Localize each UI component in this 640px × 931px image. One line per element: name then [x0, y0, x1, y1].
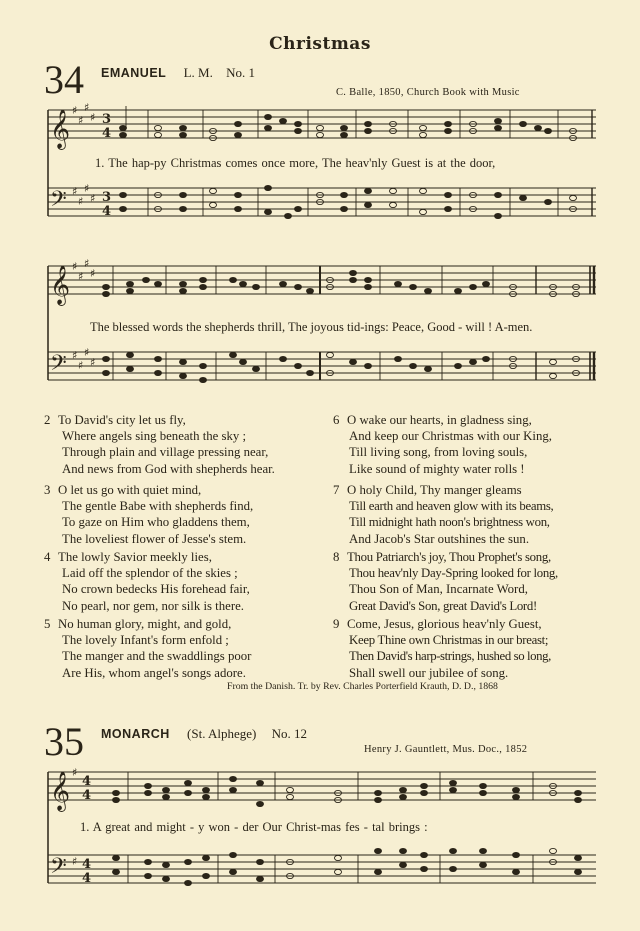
stanza-line: Till midnight hath noon's brightness won,	[349, 515, 550, 530]
stanza-line: Thou heav'nly Day-Spring looked for long,	[349, 566, 558, 581]
translation-attribution: From the Danish. Tr. by Rev. Charles Porterfield Krauth, D. D., 1868	[227, 681, 498, 692]
svg-text:4: 4	[102, 204, 112, 219]
svg-text:♯: ♯	[84, 257, 90, 270]
stanza-number: 8	[333, 550, 340, 564]
svg-text:4: 4	[82, 774, 92, 789]
stanza-line: Till earth and heaven glow with its beams,	[349, 499, 554, 514]
svg-text:𝄢: 𝄢	[50, 854, 67, 884]
svg-text:♯: ♯	[72, 104, 78, 117]
tune-name: EMANUEL	[101, 66, 167, 80]
stanza-number: 7	[333, 483, 340, 497]
composer-credit: Henry J. Gauntlett, Mus. Doc., 1852	[364, 744, 528, 755]
page-section-title: Christmas	[269, 34, 371, 54]
svg-text:♯: ♯	[90, 192, 96, 205]
tune-name: MONARCH	[101, 727, 170, 741]
stanza-line: Till living song, from loving souls,	[349, 445, 528, 460]
stanza-line: Keep Thine own Christmas in our breast;	[349, 633, 549, 648]
stanza-number: 5	[44, 617, 51, 631]
stanza-line: Through plain and village pressing near,	[62, 445, 269, 460]
tune-heading	[101, 65, 255, 81]
alternate-tune-name: (St. Alphege)	[187, 726, 257, 741]
svg-text:𝄞: 𝄞	[50, 265, 71, 305]
svg-text:𝄢: 𝄢	[50, 187, 67, 217]
svg-text:3: 3	[102, 190, 112, 205]
svg-text:♯: ♯	[90, 267, 96, 280]
stanza-line: Then David's harp-strings, hushed so long,	[349, 649, 551, 664]
stanza-number: 9	[333, 617, 340, 631]
stanza-line: O let us go with quiet mind,	[58, 483, 202, 497]
stanza-line: Great David's Son, great David's Lord!	[349, 598, 537, 613]
lyric-line-3: 1. A great and might - y won - der Our Christ-mas fes - tal brings :	[80, 820, 428, 834]
svg-text:♯: ♯	[72, 260, 78, 273]
stanza-line: Shall swell our jubilee of song.	[349, 665, 509, 680]
stanza-number: 3	[44, 483, 51, 497]
meter: L. M.	[183, 65, 213, 80]
svg-text:♯: ♯	[72, 855, 78, 868]
stanza-line: Thou Son of Man, Incarnate Word,	[349, 582, 528, 597]
svg-text:4: 4	[82, 871, 92, 886]
stanza-line: The lovely Infant's form enfold ;	[62, 633, 229, 648]
stanza-line: Like sound of mighty water rolls !	[349, 461, 525, 476]
svg-text:♯: ♯	[78, 195, 84, 208]
stanza-line: O wake our hearts, in gladness sing,	[347, 413, 532, 427]
hymn-number: 34	[44, 57, 84, 102]
svg-text:♯: ♯	[72, 349, 78, 362]
stanza-line: To gaze on Him who gladdens them,	[62, 515, 250, 530]
stanza-line: To David's city let us fly,	[58, 413, 186, 427]
svg-text:𝄢: 𝄢	[50, 351, 67, 381]
stanza-line: No crown bedecks His forehead fair,	[62, 582, 250, 597]
svg-text:𝄞: 𝄞	[50, 771, 71, 811]
stanza-line: The manger and the swaddlings poor	[62, 649, 252, 664]
stanza-line: And news from God with shepherds hear.	[62, 461, 275, 476]
svg-text:♯: ♯	[78, 270, 84, 283]
svg-text:♯: ♯	[90, 356, 96, 369]
svg-text:♯: ♯	[84, 182, 90, 195]
hymn-number: 35	[44, 719, 84, 764]
stanza-number: 6	[333, 413, 340, 427]
svg-text:♯: ♯	[84, 101, 90, 114]
tune-heading	[101, 726, 307, 742]
stanza-line: No human glory, might, and gold,	[58, 617, 232, 631]
svg-text:♯: ♯	[72, 766, 78, 779]
lyric-line-1: 1. The hap-py Christmas comes once more, The heav'nly Guest is at the door,	[95, 156, 496, 170]
tune-number: No. 12	[271, 726, 307, 741]
lyric-line-2: The blessed words the shepherds thrill, The joyous tid-ings: Peace, Good - will ! A-men.	[90, 320, 533, 334]
tune-number: No. 1	[226, 65, 255, 80]
svg-text:4: 4	[82, 857, 92, 872]
svg-text:4: 4	[102, 126, 112, 141]
stanza-line: And keep our Christmas with our King,	[349, 429, 552, 444]
stanza-line: The gentle Babe with shepherds find,	[62, 499, 254, 514]
svg-text:♯: ♯	[90, 111, 96, 124]
svg-text:4: 4	[82, 788, 92, 803]
stanza-number: 2	[44, 413, 51, 427]
composer-credit: C. Balle, 1850, Church Book with Music	[336, 87, 520, 98]
svg-text:3: 3	[102, 112, 112, 127]
stanza-line: Come, Jesus, glorious heav'nly Guest,	[347, 617, 542, 631]
music-system-1	[48, 100, 598, 245]
stanza-line: No pearl, nor gem, nor silk is there.	[62, 598, 244, 613]
svg-text:♯: ♯	[72, 185, 78, 198]
svg-text:𝄞: 𝄞	[50, 109, 71, 149]
stanza-line: Laid off the splendor of the skies ;	[62, 566, 238, 581]
svg-text:♯: ♯	[84, 346, 90, 359]
stanza-line: Where angels sing beneath the sky ;	[62, 429, 247, 444]
stanza-line: Thou Patriarch's joy, Thou Prophet's song,	[347, 550, 551, 564]
stanza-line: O holy Child, Thy manger gleams	[347, 483, 522, 497]
stanza-line: The loveliest flower of Jesse's stem.	[62, 531, 247, 546]
svg-text:♯: ♯	[78, 359, 84, 372]
svg-text:♯: ♯	[78, 114, 84, 127]
stanza-line: The lowly Savior meekly lies,	[58, 550, 212, 564]
stanza-line: And Jacob's Star outshines the sun.	[349, 531, 530, 546]
stanza-line: Are His, whom angel's songs adore.	[62, 665, 246, 680]
stanza-number: 4	[44, 550, 51, 564]
